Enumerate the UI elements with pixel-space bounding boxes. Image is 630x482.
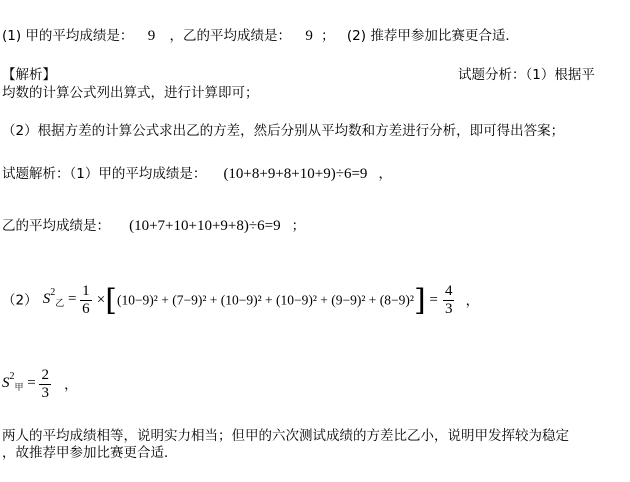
fraction-two-thirds-numerator: 2: [41, 367, 49, 383]
variance-symbol-yi: S: [42, 290, 51, 307]
variance-terms: (10−9)² + (7−9)² + (10−9)² + (10−9)² + (9−9)² + (8−9)²: [116, 292, 414, 308]
analysis-hint-line2: （2）根据方差的计算公式求出乙的方差，然后分别从平均数和方差进行分析，即可得出答案；: [2, 123, 565, 139]
fraction-one-sixth-numerator: 1: [82, 283, 90, 299]
answer-separator: ；: [321, 28, 335, 44]
answer-part1-prefix: (1) 甲的平均成绩是：: [2, 28, 134, 44]
fraction-two-thirds: [39, 367, 51, 402]
variance-jia-end: ，: [64, 376, 78, 393]
analysis-label: 【解析】: [2, 67, 56, 83]
fraction-one-sixth: [80, 283, 92, 318]
fraction-one-sixth-denominator: 6: [82, 301, 90, 317]
variance-subscript-jia: 甲: [14, 381, 24, 392]
variance-yi-end: ，: [465, 292, 480, 309]
fraction-four-thirds: [443, 283, 455, 318]
fraction-four-thirds-denominator: 3: [444, 301, 453, 317]
conclusion-line2: ，故推荐甲参加比赛更合适．: [2, 445, 178, 461]
conclusion-line1: 两人的平均成绩相等，说明实力相当；但甲的六次测试成绩的方差比乙小，说明甲发挥较为稳定: [2, 428, 569, 444]
solution-line1: [2, 163, 392, 183]
yi-mean-expression: (10+7+10+10+9+8)÷6=9: [129, 218, 281, 234]
jia-variance-formula: $S^2_甲$ = $\frac{2}{3}$ ，: [2, 367, 78, 401]
variance-symbol-jia: S: [2, 374, 10, 391]
analysis-hint-line1: 试题分析：（1）根据平: [458, 67, 595, 83]
solution-line2: [2, 215, 305, 235]
variance-label: （2）: [2, 292, 38, 309]
answer-part2: (2) 推荐甲参加比赛更合适．: [346, 28, 519, 44]
variance-subscript-yi: 乙: [55, 297, 65, 308]
variance-exponent-yi: 2: [50, 286, 56, 298]
analysis-hint-line1-cont: 均数的计算公式列出算式，进行计算即可；: [2, 85, 259, 101]
answer-jia-mean: 9: [147, 28, 156, 44]
solution-line2-end: ；: [291, 218, 306, 234]
answer-part1-mid: ，乙的平均成绩是：: [169, 28, 292, 44]
fraction-four-thirds-numerator: 4: [444, 283, 453, 299]
solution-line1-label: 试题解析：（1）甲的平均成绩是：: [2, 166, 207, 182]
answer-yi-mean: 9: [305, 28, 313, 44]
solution-line1-end: ，: [378, 166, 393, 182]
answer-line: [2, 27, 519, 45]
solution-line2-label: 乙的平均成绩是：: [2, 218, 110, 234]
yi-variance-formula: （2） $S^2_乙$ = $\frac{1}{6}$ ×[(10−9)² + (7−9)² + (10−9)² + (10−9)² + (9−9)² + (8−9)²] = $\frac{4}{3}$ ，: [2, 283, 480, 318]
variance-exponent-jia: 2: [9, 370, 15, 382]
jia-mean-expression: (10+8+9+8+10+9)÷6=9: [223, 166, 368, 182]
fraction-two-thirds-denominator: 3: [41, 385, 49, 401]
